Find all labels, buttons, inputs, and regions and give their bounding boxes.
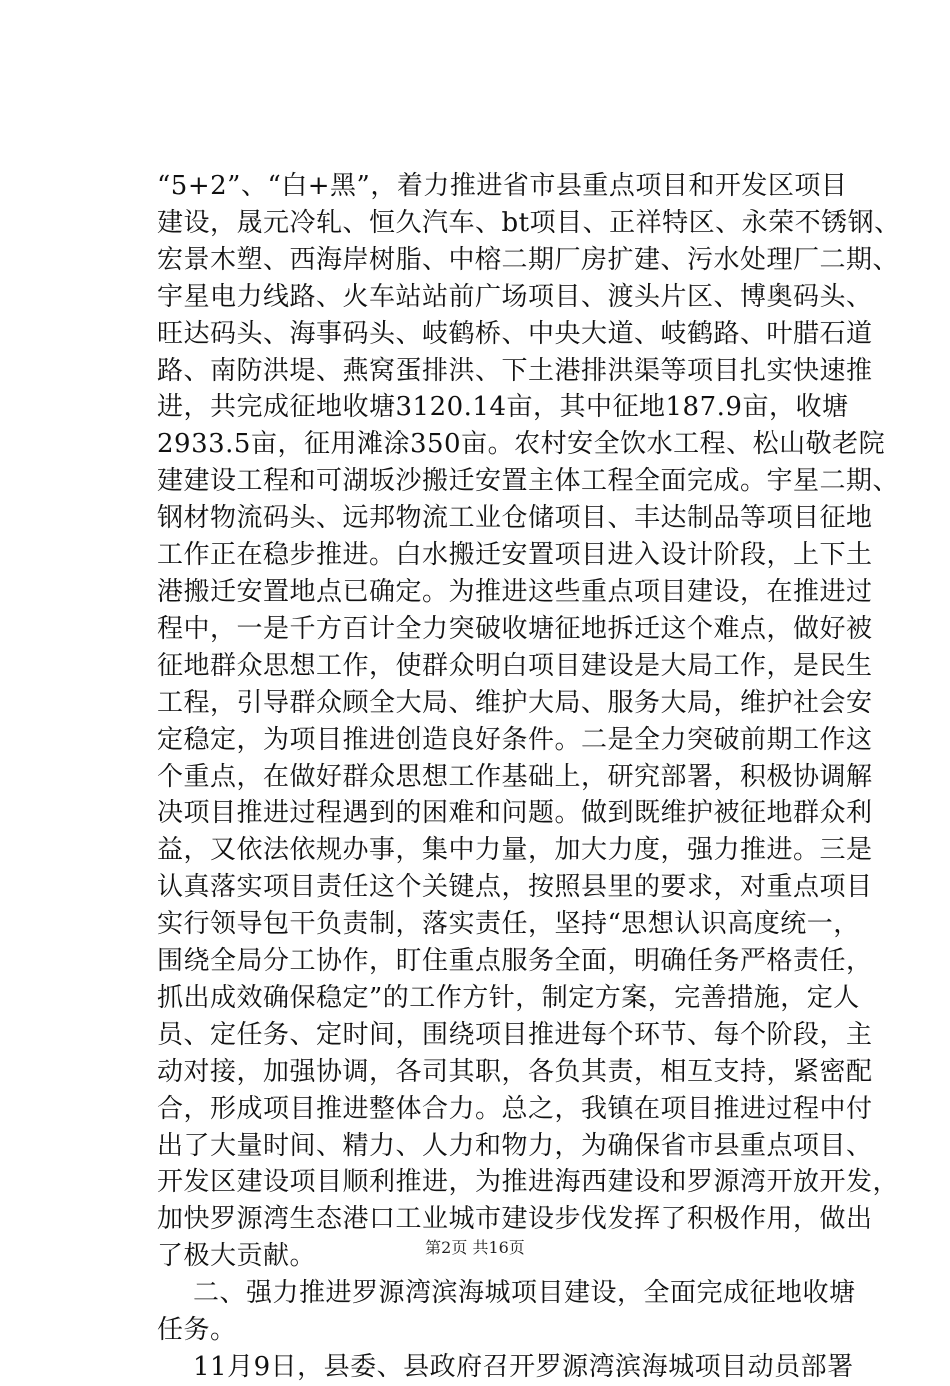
text-line: 2933.5亩，征用滩涂350亩。农村安全饮水工程、松山敬老院 [157,429,886,460]
text-line: 个重点，在做好群众思想工作基础上，研究部署，积极协调解 [157,761,873,792]
text-line: 决项目推进过程遇到的困难和问题。做到既维护被征地群众利 [157,798,873,829]
text-line: 程中，一是千方百计全力突破收塘征地拆迁这个难点，做好被 [157,613,873,644]
text-line: 合，形成项目推进整体合力。总之，我镇在项目推进过程中付 [157,1093,873,1124]
document-body [157,168,901,1386]
text-line: 动对接，加强协调，各司其职，各负其责，相互支持，紧密配 [157,1056,873,1087]
text-line: 任务。 [157,1315,237,1346]
text-line: 宏景木塑、西海岸树脂、中榕二期厂房扩建、污水处理厂二期、 [157,244,900,275]
text-line: 11月9日，县委、县政府召开罗源湾滨海城项目动员部署 [193,1352,854,1382]
text-line: 员、定任务、定时间，围绕项目推进每个环节、每个阶段，主 [157,1019,873,1050]
text-line: 出了大量时间、精力、人力和物力，为确保省市县重点项目、 [157,1130,873,1161]
text-line: 开发区建设项目顺利推进，为推进海西建设和罗源湾开放开发， [157,1167,900,1198]
text-line: 工作正在稳步推进。白水搬迁安置项目进入设计阶段，上下土 [157,540,873,571]
text-line: 抓出成效确保稳定”的工作方针，制定方案，完善措施，定人 [157,982,860,1013]
text-line: 工程，引导群众顾全大局、维护大局、服务大局，维护社会安 [157,687,873,718]
text-line: 建设，晟元冷轧、恒久汽车、bt项目、正祥特区、永荣不锈钢、 [157,207,901,238]
text-line: 了极大贡献。 [157,1241,317,1272]
text-line: 港搬迁安置地点已确定。为推进这些重点项目建设，在推进过 [157,576,873,607]
text-line: 宇星电力线路、火车站站前广场项目、渡头片区、博奥码头、 [157,281,873,312]
text-line: 建建设工程和可湖坂沙搬迁安置主体工程全面完成。宇星二期、 [157,466,900,497]
text-line: 征地群众思想工作，使群众明白项目建设是大局工作，是民生 [157,650,873,681]
text-line: 二、强力推进罗源湾滨海城项目建设，全面完成征地收塘 [193,1278,856,1309]
text-line: 路、南防洪堤、燕窝蛋排洪、下土港排洪渠等项目扎实快速推 [157,355,873,386]
text-line: 围绕全局分工协作，盯住重点服务全面，明确任务严格责任， [157,946,873,977]
page-footer: 第2页 共16页 [425,1238,525,1257]
text-line: “5+2”、“白+黑”，着力推进省市县重点项目和开发区项目 [157,171,848,201]
text-line: 加快罗源湾生态港口工业城市建设步伐发挥了积极作用，做出 [157,1204,873,1235]
text-line: 进，共完成征地收塘3120.14亩，其中征地187.9亩，收塘 [157,392,849,423]
text-line: 认真落实项目责任这个关键点，按照县里的要求，对重点项目 [157,872,873,903]
text-line: 钢材物流码头、远邦物流工业仓储项目、丰达制品等项目征地 [157,503,873,534]
text-line: 旺达码头、海事码头、岐鹤桥、中央大道、岐鹤路、叶腊石道 [157,318,873,349]
text-line: 定稳定，为项目推进创造良好条件。二是全力突破前期工作这 [157,724,873,755]
text-line: 实行领导包干负责制，落实责任，坚持“思想认识高度统一， [157,909,860,940]
text-line: 益，又依法依规办事，集中力量，加大力度，强力推进。三是 [157,835,873,866]
